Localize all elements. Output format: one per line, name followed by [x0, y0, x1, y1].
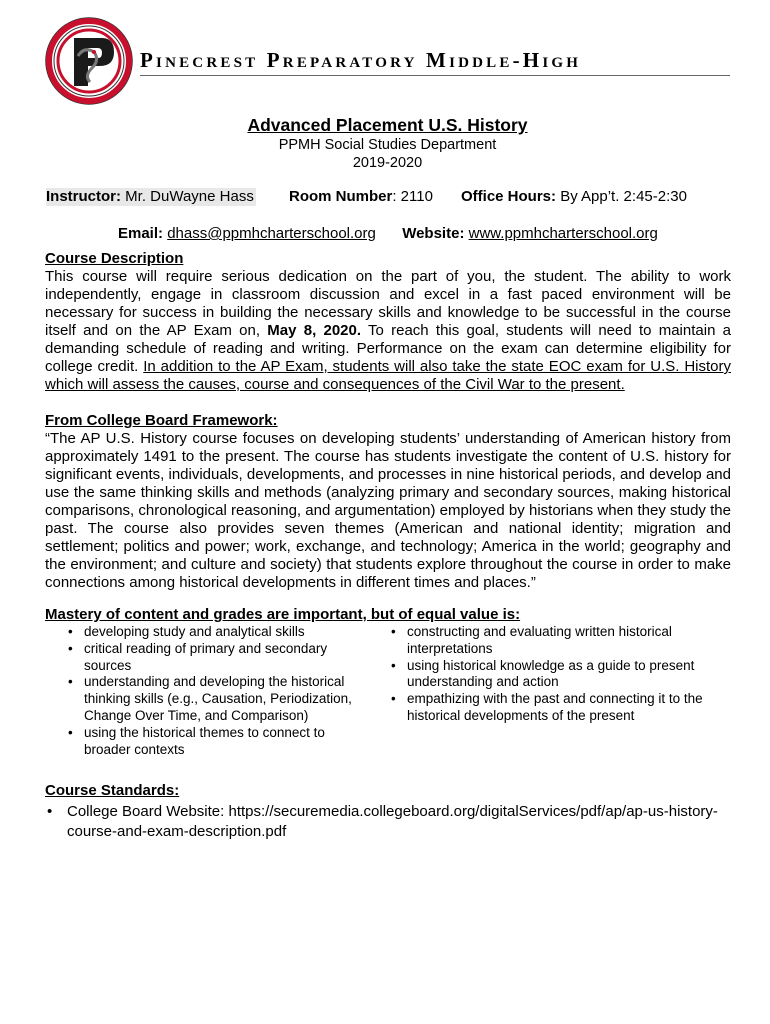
list-item: • using the historical themes to connect to broader contexts — [64, 725, 369, 759]
website-label: Website: — [402, 225, 465, 242]
instructor-value: Mr. DuWayne Hass — [125, 188, 254, 205]
email-label: Email: — [118, 225, 164, 242]
course-description-text: This course will require serious dedication on the part of you, the student. The ability to work independently, engage in classroom discussion and excel in a fast paced environment will be necessary for success in building the necessary skills and knowledge to be successful in the course itself and on the AP Exam on, May 8, 2020. To reach this goal, students will need to maintain a demanding schedule of reading and writing. Performance on the exam can determine eligibility for college credit. In addition to the AP Exam, students will also take the state EOC exam for U.S. History which will assess the causes, course and consequences of the Civil War to the present. — [45, 268, 732, 393]
course-description-heading: Course Description — [45, 250, 184, 267]
framework-heading: From College Board Framework: — [45, 412, 278, 429]
exam-date: May 8, 2020. — [267, 322, 362, 339]
school-crest-icon — [44, 16, 134, 106]
mastery-list-right — [387, 624, 707, 725]
room-value: : 2110 — [392, 188, 433, 205]
framework-section — [45, 412, 731, 592]
list-item: • developing study and analytical skills — [64, 624, 369, 641]
list-item: • using historical knowledge as a guide to present understanding and action — [387, 658, 707, 692]
list-item: • constructing and evaluating written historical interpretations — [387, 624, 707, 658]
instructor-field — [46, 188, 256, 206]
eoc-exam-note: In addition to the AP Exam, students will also take the state EOC exam for U.S. History which will assess the causes, course and consequences of the Civil War to the present. — [45, 358, 731, 393]
instructor-label: Instructor: — [46, 188, 121, 205]
mastery-heading: Mastery of content and grades are important, but of equal value is: — [45, 606, 521, 623]
room-label: Room Number — [289, 188, 393, 205]
mastery-list-left — [64, 624, 369, 758]
list-item: • College Board Website: https://securemedia.collegeboard.org/digitalServices/pdf/ap/ap-us-history-course-and-exam-description.pdf — [45, 802, 735, 842]
framework-text: “The AP U.S. History course focuses on developing students’ understanding of American history from approximately 1491 to the present. The course has students investigate the content of U.S. history for significant events, individuals, developments, and processes in nine historical periods, and develop and use the same thinking skills and methods (analyzing primary and secondary sources, making historical comparisons, chronological reasoning, and argumentation) employed by historians when they study the past. The course also provides seven themes (American and national identity; migration and settlement; politics and power; work, exchange, and technology; America in the world; geography and the environment; and culture and society) that students explore throughout the course in order to make connections among historical developments in different times and places.” — [45, 430, 731, 591]
list-item: • understanding and developing the historical thinking skills (e.g., Causation, Periodization, Change Over Time, and Comparison) — [64, 674, 369, 724]
school-year: 2019-2020 — [352, 155, 423, 171]
email-link[interactable]: dhass@ppmhcharterschool.org — [167, 225, 376, 242]
header-divider — [140, 75, 730, 76]
course-standards-list — [45, 802, 735, 842]
list-item: • critical reading of primary and secondary sources — [64, 641, 369, 675]
list-item: • empathizing with the past and connecting it to the historical developments of the present — [387, 691, 707, 725]
office-hours-value: By App’t. 2:45-2:30 — [560, 188, 687, 205]
course-title: Advanced Placement U.S. History — [247, 115, 528, 135]
office-hours-label: Office Hours: — [461, 188, 557, 205]
school-name: Pinecrest Preparatory Middle-High — [140, 48, 582, 72]
office-hours-field — [461, 188, 687, 206]
contact-row — [118, 225, 658, 243]
website-link[interactable]: www.ppmhcharterschool.org — [468, 225, 658, 242]
department-name: PPMH Social Studies Department — [278, 137, 497, 153]
course-description-section — [45, 250, 731, 394]
title-block — [45, 114, 730, 172]
course-standards-heading: Course Standards: — [45, 782, 180, 799]
room-field — [289, 188, 433, 206]
